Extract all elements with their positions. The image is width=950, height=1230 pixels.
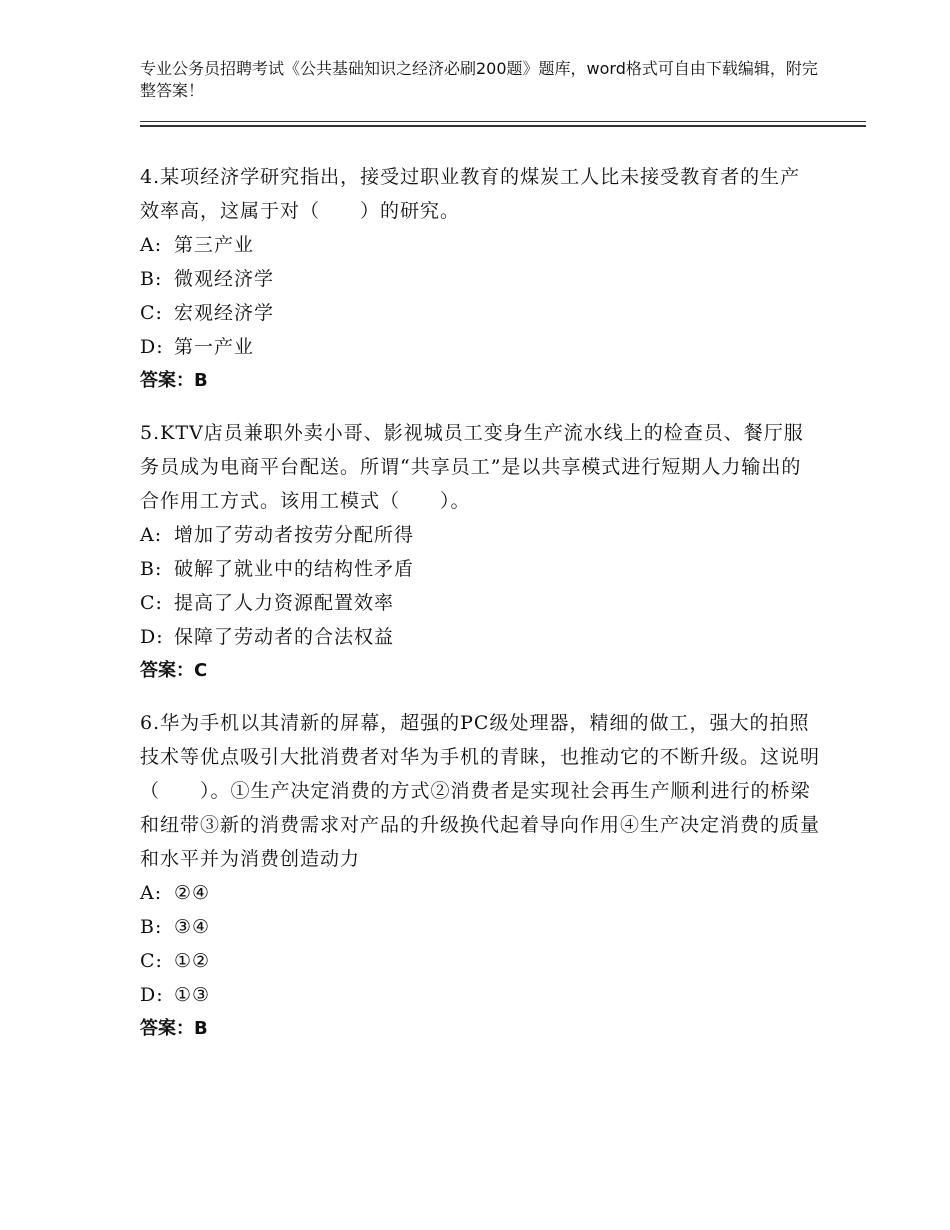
option-key: A: (140, 882, 163, 904)
option-d (140, 330, 820, 364)
option-c (140, 296, 820, 330)
option-key: C: (140, 302, 163, 324)
option-c (140, 944, 820, 978)
option-text: 破解了就业中的结构性矛盾 (174, 558, 415, 580)
option-key: D: (140, 984, 164, 1006)
option-key: D: (140, 626, 164, 648)
option-d (140, 978, 820, 1012)
question-5 (140, 416, 820, 688)
option-text: ①② (174, 950, 211, 972)
option-text: 宏观经济学 (174, 302, 275, 324)
option-text: ②④ (174, 882, 211, 904)
question-stem: 6.华为手机以其清新的屏幕，超强的PC级处理器，精细的做工，强大的拍照技术等优点吸引大批消费者对华为手机的青睐，也推动它的不断升级。这说明（ ）。①生产决定消费的方式②消费者是实现社会再生产顺利进行的桥梁和纽带③新的消费需求对产品的升级换代起着导向作用④生产决定消费的质量和水平并为消费创造动力 (140, 712, 821, 870)
header-divider-thick (140, 125, 866, 127)
answer-line: 答案：C (140, 660, 208, 681)
option-text: 第一产业 (174, 336, 255, 358)
option-key: B: (140, 558, 163, 580)
option-b (140, 552, 820, 586)
question-6 (140, 706, 820, 1046)
option-key: C: (140, 950, 163, 972)
option-key: B: (140, 916, 163, 938)
option-key: A: (140, 234, 163, 256)
option-text: 增加了劳动者按劳分配所得 (174, 524, 415, 546)
header-divider-thin (140, 121, 866, 122)
answer-line: 答案：B (140, 370, 208, 391)
option-a (140, 228, 820, 262)
option-a (140, 518, 820, 552)
option-b (140, 262, 820, 296)
question-stem: 4.某项经济学研究指出，接受过职业教育的煤炭工人比未接受教育者的生产效率高，这属于对（ ）的研究。 (140, 166, 801, 222)
option-text: 第三产业 (174, 234, 255, 256)
answer-line: 答案：B (140, 1018, 208, 1039)
option-key: C: (140, 592, 163, 614)
option-key: D: (140, 336, 164, 358)
option-key: B: (140, 268, 163, 290)
question-list (140, 160, 820, 1064)
question-4 (140, 160, 820, 398)
option-b (140, 910, 820, 944)
option-text: 保障了劳动者的合法权益 (174, 626, 395, 648)
option-a (140, 876, 820, 910)
option-text: ①③ (174, 984, 211, 1006)
option-text: 提高了人力资源配置效率 (174, 592, 395, 614)
document-header: 专业公务员招聘考试《公共基础知识之经济必刷200题》题库，word格式可自由下载编辑，附完整答案！ (140, 59, 818, 100)
option-text: 微观经济学 (174, 268, 275, 290)
question-stem: 5.KTV店员兼职外卖小哥、影视城员工变身生产流水线上的检查员、餐厅服务员成为电商平台配送。所谓“共享员工”是以共享模式进行短期人力输出的合作用工方式。该用工模式（ ）。 (140, 422, 804, 512)
option-c (140, 586, 820, 620)
option-d (140, 620, 820, 654)
option-key: A: (140, 524, 163, 546)
option-text: ③④ (174, 916, 211, 938)
